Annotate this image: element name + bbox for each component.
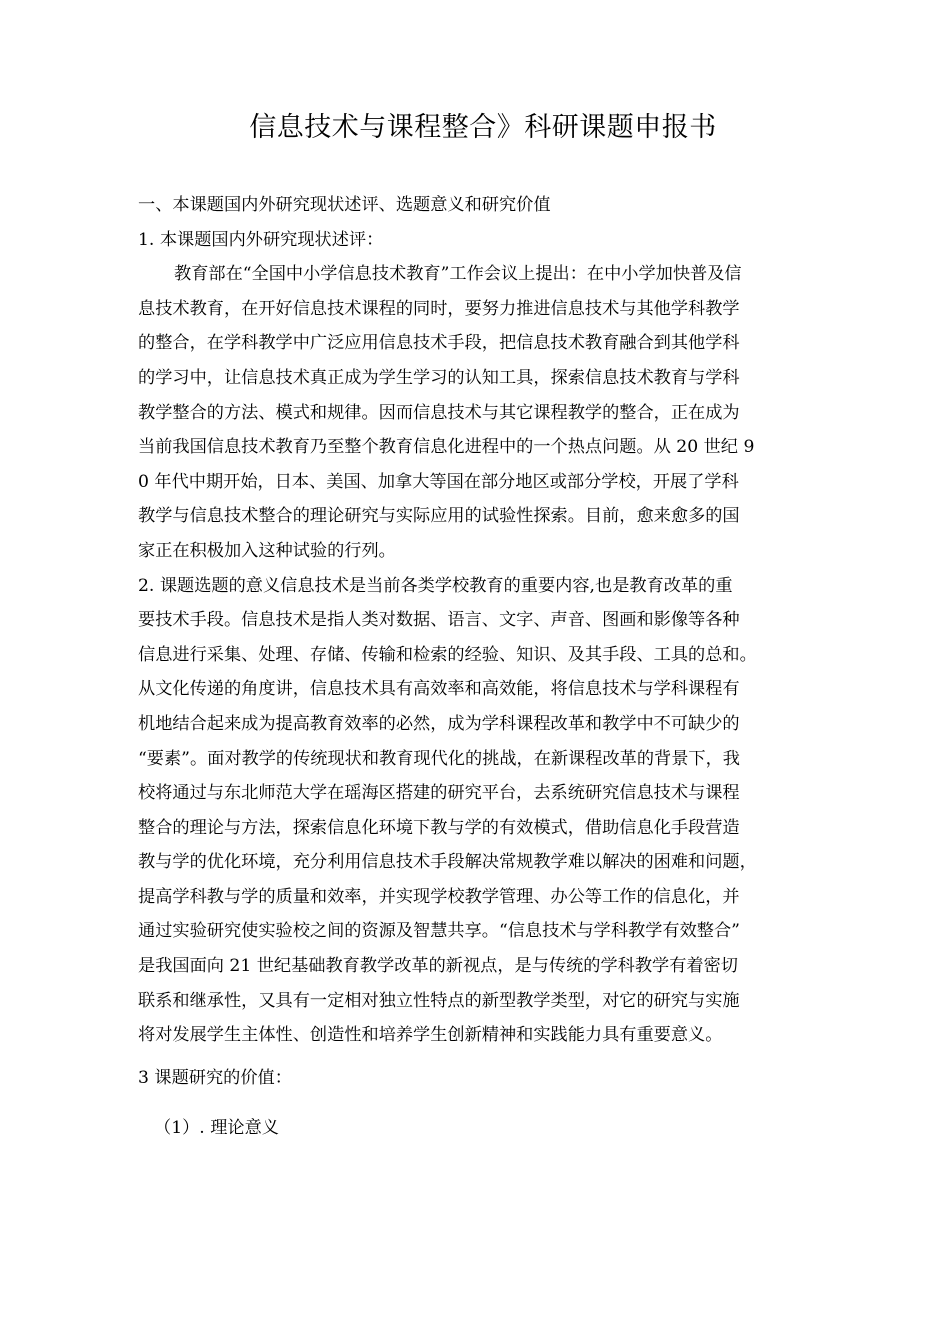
document-body [138, 188, 828, 1146]
paragraph-line: 息技术教育，在开好信息技术课程的同时，要努力推进信息技术与其他学科教学 [138, 298, 740, 319]
paragraph-line: 当前我国信息技术教育乃至整个教育信息化进程中的一个热点问题。从 20 世纪 9 [138, 437, 755, 458]
paragraph-line: 将对发展学生主体性、创造性和培养学生创新精神和实践能力具有重要意义。 [138, 1025, 723, 1046]
paragraph-line: 校将通过与东北师范大学在瑶海区搭建的研究平台，去系统研究信息技术与课程 [138, 783, 740, 804]
paragraph-line: 整合的理论与方法，探索信息化环境下教与学的有效模式，借助信息化手段营造 [138, 817, 740, 838]
paragraph-line: 提高学科教与学的质量和效率，并实现学校教学管理、办公等工作的信息化，并 [138, 886, 740, 907]
paragraph-line: 教学与信息技术整合的理论研究与实际应用的试验性探索。目前，愈来愈多的国 [138, 506, 740, 527]
paragraph-line: 的学习中，让信息技术真正成为学生学习的认知工具，探索信息技术教育与学科 [138, 367, 740, 388]
paragraph-line: 家正在积极加入这种试验的行列。 [138, 540, 396, 561]
paragraph-line: 0 年代中期开始，日本、美国、加拿大等国在部分地区或部分学校，开展了学科 [138, 471, 739, 492]
paragraph-line: “要素”。面对教学的传统现状和教育现代化的挑战，在新课程改革的背景下，我 [138, 748, 740, 769]
paragraph-line: 教育部在“全国中小学信息技术教育”工作会议上提出：在中小学加快普及信 [174, 264, 742, 285]
document-title: 信息技术与课程整合》科研课题申报书 [249, 112, 717, 143]
paragraph-line: 联系和继承性，又具有一定相对独立性特点的新型教学类型，对它的研究与实施 [138, 990, 740, 1011]
paragraph-research-status [138, 257, 828, 568]
paragraph-line: 教学整合的方法、模式和规律。因而信息技术与其它课程教学的整合，正在成为 [138, 402, 740, 423]
paragraph-line: 通过实验研究使实验校之间的资源及智慧共享。“信息技术与学科教学有效整合” [138, 921, 740, 942]
paragraph-line: 2. 课题选题的意义信息技术是当前各类学校教育的重要内容,也是教育改革的重 [138, 575, 733, 596]
paragraph-line: 教与学的优化环境，充分利用信息技术手段解决常规教学难以解决的困难和问题， [138, 852, 757, 873]
section-heading: 一、本课题国内外研究现状述评、选题意义和研究价值 [138, 195, 551, 215]
subitem-heading: （1）. 理论意义 [154, 1118, 279, 1139]
paragraph-line: 的整合，在学科教学中广泛应用信息技术手段，把信息技术教育融合到其他学科 [138, 333, 740, 354]
paragraph-line: 从文化传递的角度讲，信息技术具有高效率和高效能，将信息技术与学科课程有 [138, 679, 740, 700]
paragraph-line: 是我国面向 21 世纪基础教育教学改革的新视点，是与传统的学科教学有着密切 [138, 956, 738, 977]
paragraph-line: 要技术手段。信息技术是指人类对数据、语言、文字、声音、图画和影像等各种 [138, 610, 740, 631]
paragraph-topic-significance [138, 569, 828, 1053]
item-heading: 3 课题研究的价值： [138, 1067, 292, 1088]
item-heading: 1. 本课题国内外研究现状述评： [138, 229, 384, 250]
paragraph-line: 信息进行采集、处理、存储、传输和检索的经验、知识、及其手段、工具的总和。 [138, 644, 757, 665]
paragraph-line: 机地结合起来成为提高教育效率的必然，成为学科课程改革和教学中不可缺少的 [138, 713, 740, 734]
